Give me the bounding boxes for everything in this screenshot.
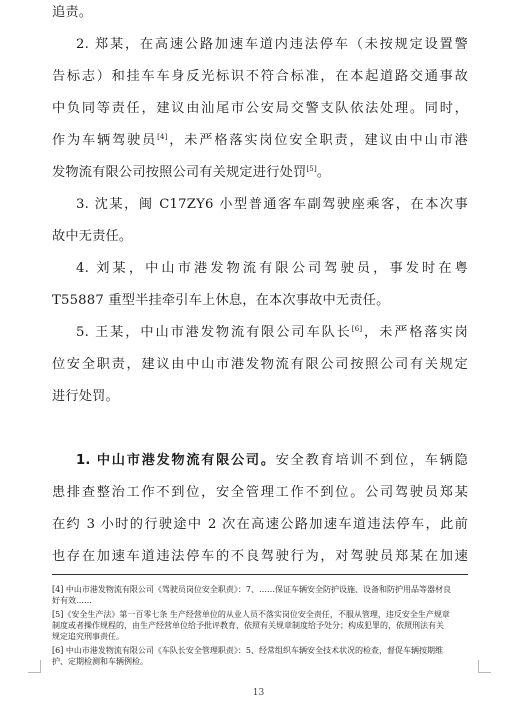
item-2-line-3: 中负同等责任，建议由汕尾市公安局交警支队依法处理。同时， [52, 101, 468, 116]
footnote-4-line-1: [4] 中山市港发物流有限公司《驾驶员岗位安全职责》：7、……保证车辆安全防护设施、设备和防护用品等器材良 [52, 585, 451, 594]
item-5-line-1-text-b: ，未严格落实岗 [362, 325, 468, 340]
unit-item-1-line-2: 患排查整治工作不到位，安全管理工作不到位。公司驾驶员郑某 [52, 485, 468, 500]
item-2-line-4 [52, 133, 468, 149]
footnote-5-line-1: [5]《安全生产法》第一百零七条 生产经营单位的从业人员不落实岗位安全责任，不服从管理，违反安全生产规章 [52, 610, 450, 619]
item-3-line-1: 3. 沈某，闽 C17ZY6 小型普通客车副驾驶座乘客，在本次事 [76, 197, 468, 212]
page-number: 13 [252, 688, 265, 698]
item-2-line-2: 告标志）和挂车车身反光标识不符合标准，在本起道路交通事故 [52, 69, 468, 84]
footnote-6-line-1: [6] 中山市港发物流有限公司《车队长安全管理职责》：5、经常组织车辆安全技术状况的检查，督促车辆按期维 [52, 646, 443, 655]
footnote-5-line-3: 规定追究刑事责任。 [52, 632, 124, 641]
item-2-line-5-text-a: 发物流有限公司按照公司有关规定进行处罚 [52, 165, 307, 180]
item-5-line-3: 进行处罚。 [52, 389, 119, 404]
item-2-line-5 [52, 165, 468, 181]
item-2-line-5-text-b: 。 [316, 165, 331, 180]
footnote-ref-6[interactable]: [6] [351, 325, 363, 333]
item-3-line-2: 故中无责任。 [52, 229, 133, 244]
footnote-ref-5[interactable]: [5] [306, 165, 317, 173]
item-2-line-4-text-b: ，未严格落实岗位安全职责，建议由中山市港 [167, 133, 468, 148]
unit-item-1-line-1 [76, 453, 468, 469]
crop-mark-bottom-left [28, 660, 41, 673]
footnote-5-line-2: 制度或者操作规程的，由生产经营单位给予批评教育，依照有关规章制度给予处分；构成犯罪的，依照刑法有关 [52, 621, 444, 630]
crop-mark-bottom-right [478, 660, 491, 673]
item-4-line-1: 4. 刘某，中山市港发物流有限公司驾驶员，事发时在粤 [76, 261, 468, 276]
item-2-line-4-text-a: 作为车辆驾驶员 [52, 133, 158, 148]
unit-item-1-line-4: 也存在加速车道违法停车的不良驾驶行为，对驾驶员郑某在加速 [52, 549, 468, 564]
footnote-6-line-2: 护、定期检测和车辆例检。 [52, 657, 148, 666]
item-5-line-2: 位安全职责，建议由中山市港发物流有限公司按照公司有关规定 [52, 357, 468, 372]
footnote-ref-4[interactable]: [4] [157, 133, 168, 141]
unit-name-bold: 1. 中山市港发物流有限公司。 [76, 453, 276, 468]
item-2-line-1: 2. 郑某，在高速公路加速车道内违法停车（未按规定设置警 [76, 37, 468, 52]
footnote-divider [52, 574, 468, 575]
unit-item-1-line-1-text: 安全教育培训不到位，车辆隐 [275, 453, 468, 468]
item-4-line-2: T55887 重型半挂牵引车上休息，在本次事故中无责任。 [52, 293, 390, 308]
paragraph-continuation: 追责。 [52, 5, 93, 20]
unit-item-1-line-3: 在约 3 小时的行驶途中 2 次在高速公路加速车道违法停车，此前 [52, 517, 468, 532]
footnote-4-line-2: 好有效…… [52, 596, 92, 605]
item-5-line-1 [76, 325, 468, 341]
item-5-line-1-text-a: 5. 王某，中山市港发物流有限公司车队长 [76, 325, 352, 340]
